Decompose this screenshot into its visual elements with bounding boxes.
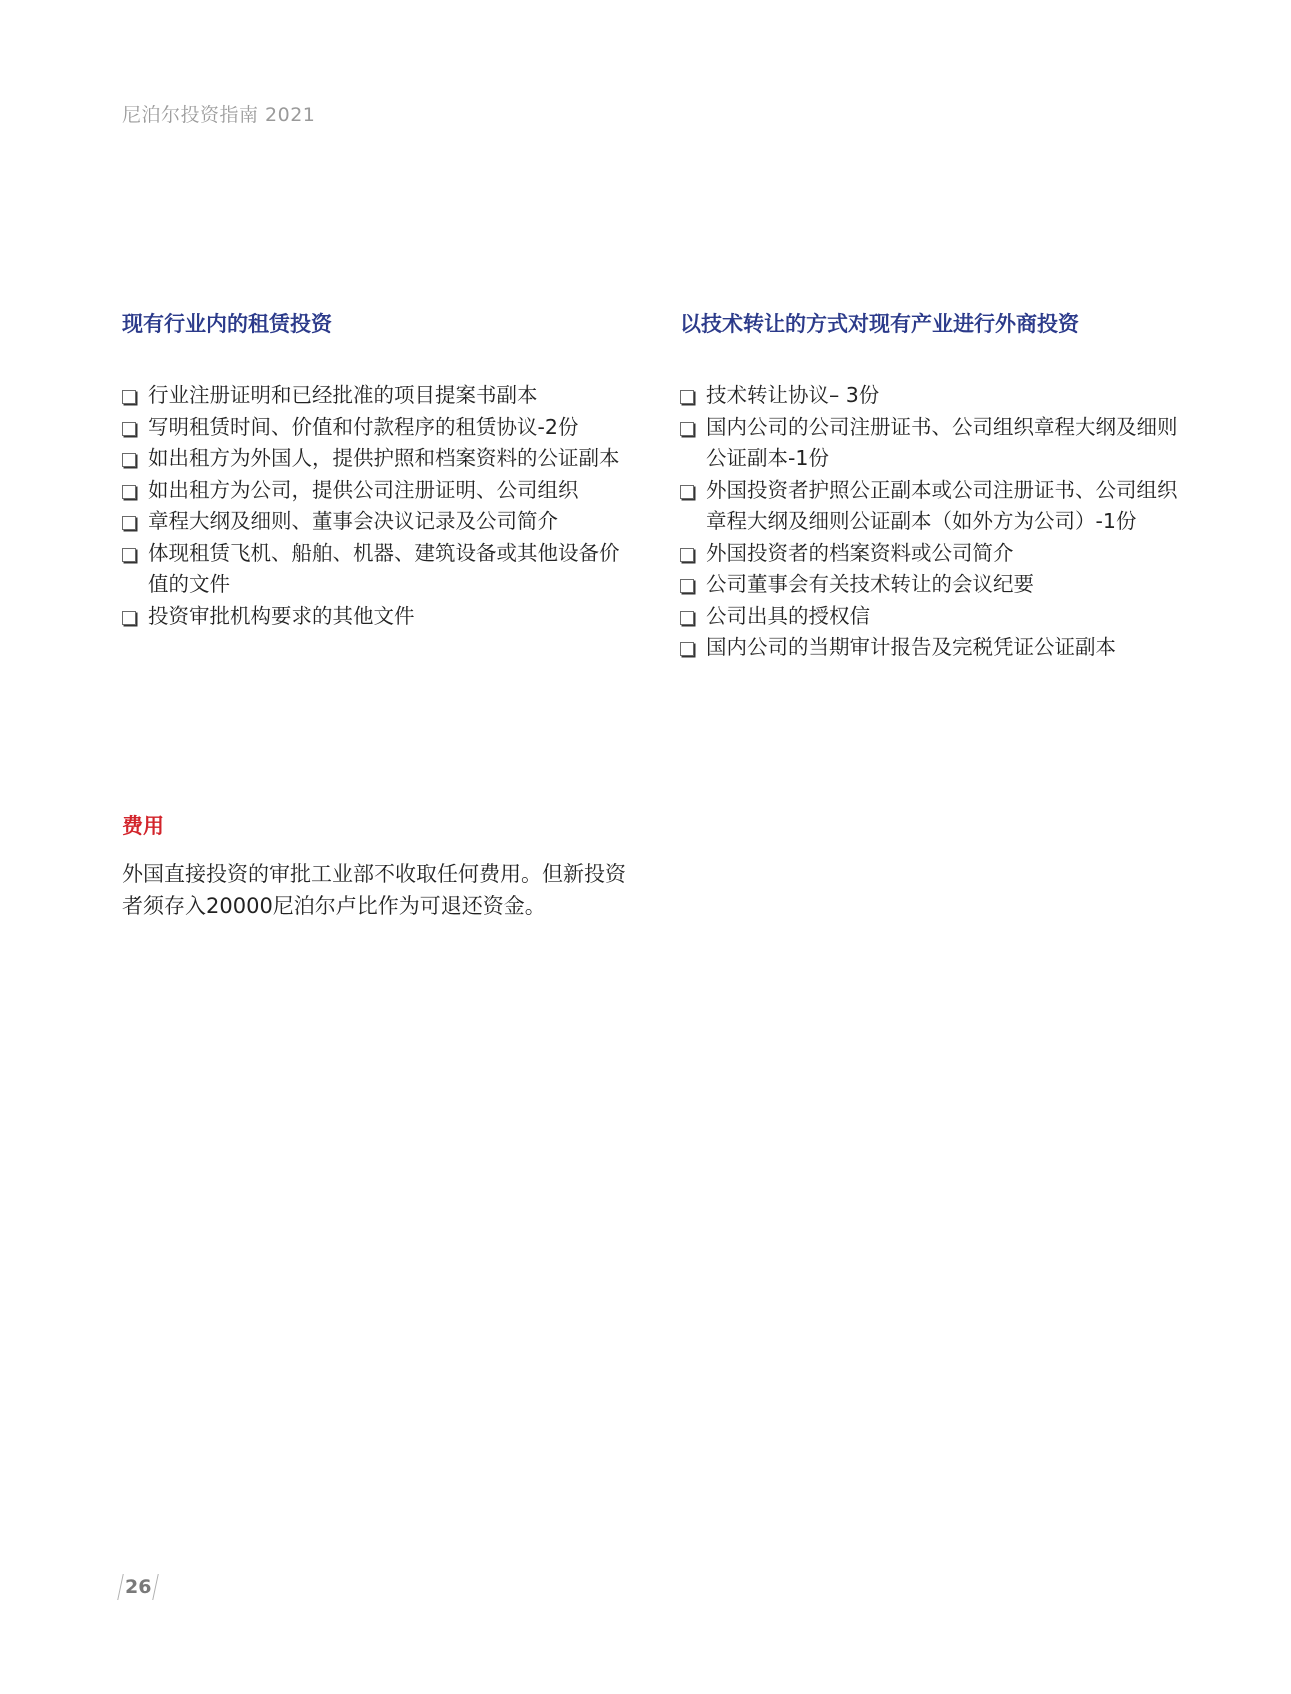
section-heading: 以技术转让的方式对现有产业进行外商投资: [680, 312, 1079, 336]
checkbox-icon: [122, 516, 136, 530]
list-item: 国内公司的当期审计报告及完税凭证公证副本: [680, 632, 1190, 664]
checkbox-icon: [680, 390, 694, 404]
checkbox-icon: [680, 548, 694, 562]
checkbox-icon: [680, 422, 694, 436]
checkbox-icon: [680, 579, 694, 593]
technology-transfer-checklist: [680, 380, 1190, 664]
checkbox-icon: [680, 642, 694, 656]
lease-document-checklist: [122, 380, 622, 632]
divider: [153, 1574, 160, 1600]
lease-investment-section: [122, 310, 622, 632]
list-item: 公司董事会有关技术转让的会议纪要: [680, 569, 1190, 601]
fees-heading: 费用: [122, 814, 164, 838]
technology-transfer-section: [680, 310, 1190, 664]
running-header: 尼泊尔投资指南 2021: [122, 104, 316, 126]
checkbox-icon: [680, 485, 694, 499]
checkbox-icon: [122, 548, 136, 562]
page-number-text: 26: [125, 1576, 152, 1598]
list-item: 国内公司的公司注册证书、公司组织章程大纲及细则公证副本-1份: [680, 412, 1190, 475]
checkbox-icon: [680, 611, 694, 625]
list-item: 技术转让协议– 3份: [680, 380, 1190, 412]
checkbox-icon: [122, 422, 136, 436]
checkbox-icon: [122, 611, 136, 625]
checkbox-icon: [122, 485, 136, 499]
divider: [117, 1574, 124, 1600]
fees-paragraph: 外国直接投资的审批工业部不收取任何费用。但新投资者须存入20000尼泊尔卢比作为可退还资金。: [122, 862, 626, 918]
list-item: 外国投资者护照公正副本或公司注册证书、公司组织章程大纲及细则公证副本（如外方为公司）-1份: [680, 475, 1190, 538]
list-item: 行业注册证明和已经批准的项目提案书副本: [122, 380, 622, 412]
list-item: 如出租方为公司，提供公司注册证明、公司组织: [122, 475, 622, 507]
list-item: 外国投资者的档案资料或公司简介: [680, 538, 1190, 570]
section-heading: 现有行业内的租赁投资: [122, 312, 332, 336]
list-item: 写明租赁时间、价值和付款程序的租赁协议-2份: [122, 412, 622, 444]
page-number: [116, 1574, 160, 1600]
list-item: 体现租赁飞机、船舶、机器、建筑设备或其他设备价值的文件: [122, 538, 622, 601]
checkbox-icon: [122, 390, 136, 404]
list-item: 章程大纲及细则、董事会决议记录及公司简介: [122, 506, 622, 538]
list-item: 投资审批机构要求的其他文件: [122, 601, 622, 633]
checkbox-icon: [122, 453, 136, 467]
list-item: 如出租方为外国人，提供护照和档案资料的公证副本: [122, 443, 622, 475]
list-item: 公司出具的授权信: [680, 601, 1190, 633]
